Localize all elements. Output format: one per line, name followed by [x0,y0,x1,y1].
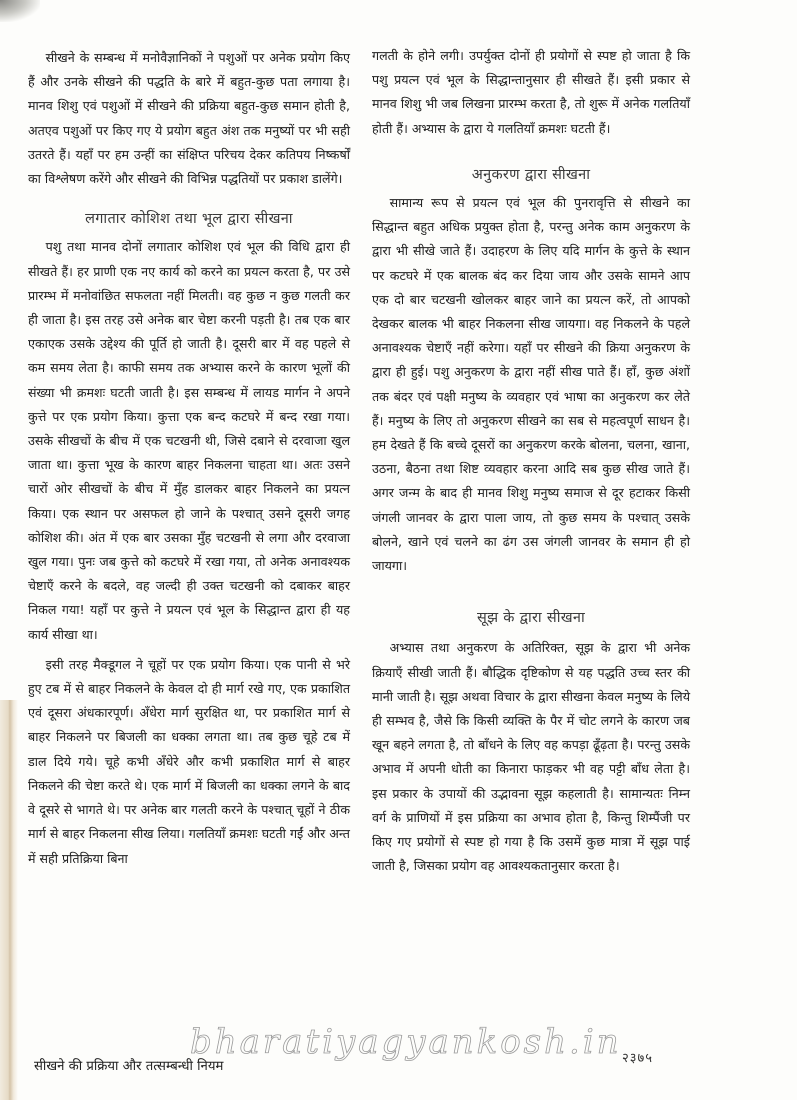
section-heading-imitation: अनुकरण द्वारा सीखना [471,166,591,183]
imitation-paragraph: सामान्य रूप से प्रयत्न एवं भूल की पुनरावृत्ति से सीखने का सिद्धान्त बहुत अधिक प्रयुक्त होता है, परन्तु अनेक काम अनुकरण के द्वारा भी सीखे जाते हैं। उदाहरण के लिए यदि मार्गन के कुत्ते के स्थान पर कटघरे में एक बालक बंद कर दिया जाय और उसके सामने आप एक दो बार चटखनी खोलकर बाहर जाने का प्रयत्न करें, तो आपको देखकर बालक भी बाहर निकलना सीख जायगा। वह निकलने के पहले अनावश्यक चेष्टाएँ नहीं करेगा। यहाँ पर सीखने की क्रिया अनुकरण के द्वारा ही हुई। पशु अनुकरण के द्वारा नहीं सीख पाते हैं। हाँ, कुछ अंशों तक बंदर एवं पक्षी मनुष्य के व्यवहार एवं भाषा का अनुकरण कर लेते हैं। मनुष्य के लिए तो अनुकरण सीखने का सब से महत्वपूर्ण साधन है। हम देखते हैं कि बच्चे दूसरों का अनुकरण करके बोलना, चलना, खाना, उठना, बैठना तथा शिष्ट व्यवहार करना आदि सब कुछ सीख जाते हैं। अगर जन्म के बाद ही मानव शिशु मनुष्य समाज से दूर हटाकर किसी जंगली जानवर के द्वारा पाला जाय, तो कुछ समय के पश्चात् उसके बोलने, खाने एवं चलने का ढंग उस जंगली जानवर के समान ही हो जायगा। [372,195,690,574]
section-heading-insight: सूझ के द्वारा सीखना [476,610,586,627]
page-edge-stain [0,700,18,1100]
watermark: bharatiyagyankosh.in [190,1022,622,1062]
trial-and-error-paragraph: पशु तथा मानव दोनों लगातार कोशिश एवं भूल की विधि द्वारा ही सीखते हैं। हर प्राणी एक नए कार्य को करने का प्रयत्न करता है, पर उसे प्रारम्भ में मनोवांछित सफलता नहीं मिलती। वह कुछ न कुछ गलती कर ही जाता है। इस तरह उसे अनेक बार चेष्टा करनी पड़ती है। तब एक बार एकाएक उसके उद्देश्य की पूर्ति हो जाती है। दूसरी बार में वह पहले से कम समय लेता है। काफी समय तक अभ्यास करने के कारण भूलों की संख्या भी क्रमशः घटती जाती है। इस सम्बन्ध में लायड मार्गन ने अपने कुत्ते पर एक प्रयोग किया। कुत्ता एक बन्द कटघरे में बन्द रखा गया। उसके सीखचों के बीच में एक चटखनी थी, जिसे दबाने से दरवाजा खुल जाता था। कुत्ता भूख के कारण बाहर निकलना चाहता था। अतः उसने चारों ओर सीखचों के बीच में मुँह डालकर बाहर निकलने का प्रयत्न किया। एक स्थान पर असफल हो जाने के पश्चात् उसने दूसरी जगह कोशिश की। अंत में एक बार उसका मुँह चटखनी से लगा और दरवाजा खुल गया। पुनः जब कुत्ते को कटघरे में रखा गया, तो अनेक अनावश्यक चेष्टाएँ करने के बदले, वह जल्दी ही उक्त चटखनी को दबाकर बाहर निकल गया! यहाँ पर कुत्ते ने प्रयत्न एवं भूल के सिद्धान्त द्वारा ही यह कार्य सीखा था। [28,239,350,642]
running-footer-title: सीखने की प्रक्रिया और तत्सम्बन्धी नियम [34,1059,224,1074]
page-number: २३७५ [622,1051,654,1066]
insight-paragraph: अभ्यास तथा अनुकरण के अतिरिक्त, सूझ के द्वारा भी अनेक क्रियाएँ सीखी जाती हैं। बौद्धिक दृष्टिकोण से यह पद्धति उच्च स्तर की मानी जाती है। सूझ अथवा विचार के द्वारा सीखना केवल मनुष्य के लिये ही सम्भव है, जैसे कि किसी व्यक्ति के पैर में चोट लगने के कारण जब खून बहने लगता है, तो बाँधने के लिए वह कपड़ा ढूँढ़ता है। परन्तु उसके अभाव में अपनी धोती का किनारा फाड़कर भी वह पट्टी बाँध लेता है। इस प्रकार के उपायों की उद्भावना सूझ कहलाती है। सामान्यतः निम्न वर्ग के प्राणियों में इस प्रक्रिया का अभाव होता है, किन्तु शिम्पैंजी पर किए गए प्रयोगों से स्पष्ट हो गया है कि उसमें कुछ मात्रा में सूझ पाई जाती है, जिसका प्रयोग वह आवश्यकतानुसार करता है। [372,640,690,874]
section-heading-trial-and-error: लगातार कोशिश तथा भूल द्वारा सीखना [85,211,293,228]
intro-paragraph: सीखने के सम्बन्ध में मनोवैज्ञानिकों ने पशुओं पर अनेक प्रयोग किए हैं और उनके सीखने की पद्धति के बारे में बहुत-कुछ पता लगाया है। मानव शिशु एवं पशुओं में सीखने की प्रक्रिया बहुत-कुछ समान होती है, अतएव पशुओं पर किए गए ये प्रयोग बहुत अंश तक मनुष्यों पर भी सही उतरते हैं। यहाँ पर हम उन्हीं का संक्षिप्त परिचय देकर कतिपय निष्कर्षों का विश्लेषण करेंगे और सीखने की विभिन्न पद्धतियों पर प्रकाश डालेंगे। [28,50,350,187]
left-column [28,46,350,871]
scan-shadow-corner [0,0,40,22]
mcdougall-experiment-paragraph: इसी तरह मैक्डूगल ने चूहों पर एक प्रयोग किया। एक पानी से भरे हुए टब में से बाहर निकलने के केवल दो ही मार्ग रखे गए, एक प्रकाशित एवं दूसरा अंधकारपूर्ण। अँधेरा मार्ग सुरक्षित था, पर प्रकाशित मार्ग से बाहर निकलने पर बिजली का धक्का लगता था। तब कुछ चूहे टब में डाल दिये गये। चूहे कभी अँधेरे और कभी प्रकाशित मार्ग से बाहर निकलने की चेष्टा करते थे। एक मार्ग में बिजली का धक्का लगने के बाद वे दूसरे से भागते थे। पर अनेक बार गलती करने के पश्चात् चूहों ने ठीक मार्ग से बाहर निकलना सीख लिया। गलतियाँ क्रमशः घटती गईं और अन्त में सही प्रतिक्रिया बिना [28,656,350,866]
continued-paragraph: गलती के होने लगी। उपर्युक्त दोनों ही प्रयोगों से स्पष्ट हो जाता है कि पशु प्रयत्न एवं भूल के सिद्धान्तानुसार ही सीखते हैं। इसी प्रकार से मानव शिशु भी जब लिखना प्रारम्भ करता है, तो शुरू में अनेक गलतियाँ होती हैं। अभ्यास के द्वारा ये गलतियाँ क्रमशः घटती हैं। [372,48,690,136]
right-column [372,44,690,879]
